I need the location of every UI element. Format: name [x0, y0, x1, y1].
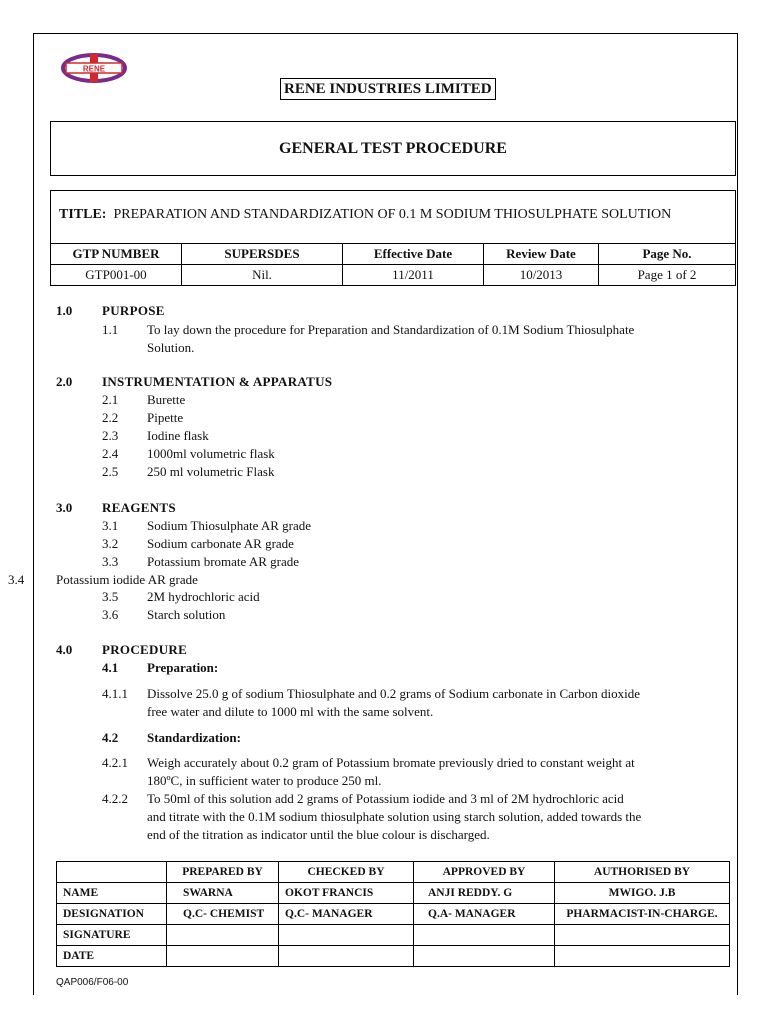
signoff-row-label: DATE: [57, 946, 167, 967]
item-text: free water and dilute to 1000 ml with the same solvent.: [147, 704, 434, 719]
item-text: Solution.: [147, 340, 195, 355]
item-text: 250 ml volumetric Flask: [147, 464, 275, 479]
item-text: and titrate with the 0.1M sodium thiosulphate solution using starch solution, added towards the: [147, 809, 642, 824]
signoff-cell: Q.C- CHEMIST: [167, 904, 279, 925]
item-text: Weigh accurately about 0.2 gram of Potassium bromate previously dried to constant weight at: [147, 755, 635, 770]
meta-value: Nil.: [182, 265, 343, 286]
signoff-cell: PHARMACIST-IN-CHARGE.: [555, 904, 730, 925]
logo-text: RENE: [82, 64, 106, 74]
rene-logo: [60, 53, 140, 83]
item-text: Sodium carbonate AR grade: [147, 536, 294, 551]
meta-value: 10/2013: [484, 265, 599, 286]
item-text: Pipette: [147, 410, 184, 425]
meta-value: Page 1 of 2: [599, 265, 736, 286]
signoff-cell: Q.A- MANAGER: [414, 904, 555, 925]
item-text: end of the titration as indicator until the blue colour is discharged.: [147, 827, 490, 842]
section-number: 4.0: [56, 642, 73, 657]
title-text: PREPARATION AND STANDARDIZATION OF 0.1 M SODIUM THIOSULPHATE SOLUTION: [113, 207, 672, 222]
section-number: 2.0: [56, 374, 73, 389]
title-box: [50, 190, 736, 244]
meta-value: GTP001-00: [51, 265, 182, 286]
signoff-header: PREPARED BY: [167, 862, 279, 883]
signoff-header: AUTHORISED BY: [555, 862, 730, 883]
item-text: Burette: [147, 392, 186, 407]
title-line: [59, 207, 671, 223]
item-text: Dissolve 25.0 g of sodium Thiosulphate and 0.2 grams of Sodium carbonate in Carbon dioxide: [147, 686, 640, 701]
company-name: RENE INDUSTRIES LIMITED: [280, 78, 496, 100]
section-heading: PURPOSE: [102, 303, 165, 318]
item-number: 3.1: [102, 518, 119, 533]
signoff-cell: [279, 946, 414, 967]
signoff-cell: [167, 946, 279, 967]
item-number: 3.6: [102, 607, 119, 622]
item-number: 4.2.2: [102, 791, 128, 806]
subsection-number: 4.2: [102, 730, 119, 745]
item-number: 3.4: [8, 572, 25, 587]
item-number: 3.3: [102, 554, 119, 569]
signoff-row: [57, 925, 730, 946]
signoff-header: [57, 862, 167, 883]
subsection-number: 4.1: [102, 660, 119, 675]
meta-header: Page No.: [599, 244, 736, 265]
signoff-cell: SWARNA: [167, 883, 279, 904]
item-number: 1.1: [102, 322, 119, 337]
item-text: Potassium iodide AR grade: [56, 572, 198, 587]
item-number: 4.2.1: [102, 755, 128, 770]
section-number: 3.0: [56, 500, 73, 515]
signoff-header: CHECKED BY: [279, 862, 414, 883]
signoff-cell: [555, 925, 730, 946]
section-heading: INSTRUMENTATION & APPARATUS: [102, 374, 333, 389]
form-code: QAP006/F06-00: [56, 977, 129, 988]
item-number: 2.5: [102, 464, 119, 479]
meta-header: Review Date: [484, 244, 599, 265]
item-text: 2M hydrochloric acid: [147, 589, 260, 604]
signoff-cell: [555, 946, 730, 967]
signoff-row-label: DESIGNATION: [57, 904, 167, 925]
signoff-row: [57, 904, 730, 925]
item-text: Iodine flask: [147, 428, 209, 443]
signoff-cell: [414, 925, 555, 946]
section-heading: PROCEDURE: [102, 642, 188, 657]
meta-header: GTP NUMBER: [51, 244, 182, 265]
signoff-cell: OKOT FRANCIS: [279, 883, 414, 904]
signoff-row-label: SIGNATURE: [57, 925, 167, 946]
signoff-row: [57, 946, 730, 967]
item-number: 3.5: [102, 589, 119, 604]
section-number: 1.0: [56, 303, 73, 318]
item-text: 180ºC, in sufficient water to produce 250 ml.: [147, 773, 382, 788]
item-number: 2.4: [102, 446, 119, 461]
item-number: 2.3: [102, 428, 119, 443]
meta-header: SUPERSDES: [182, 244, 343, 265]
meta-value: 11/2011: [343, 265, 484, 286]
item-text: To lay down the procedure for Preparation and Standardization of 0.1M Sodium Thiosulphate: [147, 322, 635, 337]
section-heading: REAGENTS: [102, 500, 176, 515]
document-type-label: GENERAL TEST PROCEDURE: [279, 139, 507, 157]
signoff-row-label: NAME: [57, 883, 167, 904]
signoff-table: [56, 861, 730, 967]
title-label: TITLE:: [59, 207, 107, 222]
signoff-cell: MWIGO. J.B: [555, 883, 730, 904]
signoff-header-row: [57, 862, 730, 883]
signoff-cell: [279, 925, 414, 946]
signoff-cell: [167, 925, 279, 946]
item-number: 4.1.1: [102, 686, 128, 701]
signoff-row: [57, 883, 730, 904]
item-text: Sodium Thiosulphate AR grade: [147, 518, 312, 533]
signoff-cell: [414, 946, 555, 967]
meta-header-row: [51, 244, 736, 265]
signoff-header: APPROVED BY: [414, 862, 555, 883]
meta-table: [50, 243, 736, 286]
item-number: 2.2: [102, 410, 119, 425]
item-number: 2.1: [102, 392, 119, 407]
meta-header: Effective Date: [343, 244, 484, 265]
subsection-heading: Standardization:: [147, 730, 241, 745]
document-type: [50, 121, 736, 176]
item-text: Potassium bromate AR grade: [147, 554, 300, 569]
item-text: Starch solution: [147, 607, 226, 622]
subsection-heading: Preparation:: [147, 660, 219, 675]
item-number: 3.2: [102, 536, 119, 551]
meta-value-row: [51, 265, 736, 286]
signoff-cell: ANJI REDDY. G: [414, 883, 555, 904]
signoff-cell: Q.C- MANAGER: [279, 904, 414, 925]
item-text: 1000ml volumetric flask: [147, 446, 275, 461]
item-text: To 50ml of this solution add 2 grams of Potassium iodide and 3 ml of 2M hydrochloric acid: [147, 791, 624, 806]
